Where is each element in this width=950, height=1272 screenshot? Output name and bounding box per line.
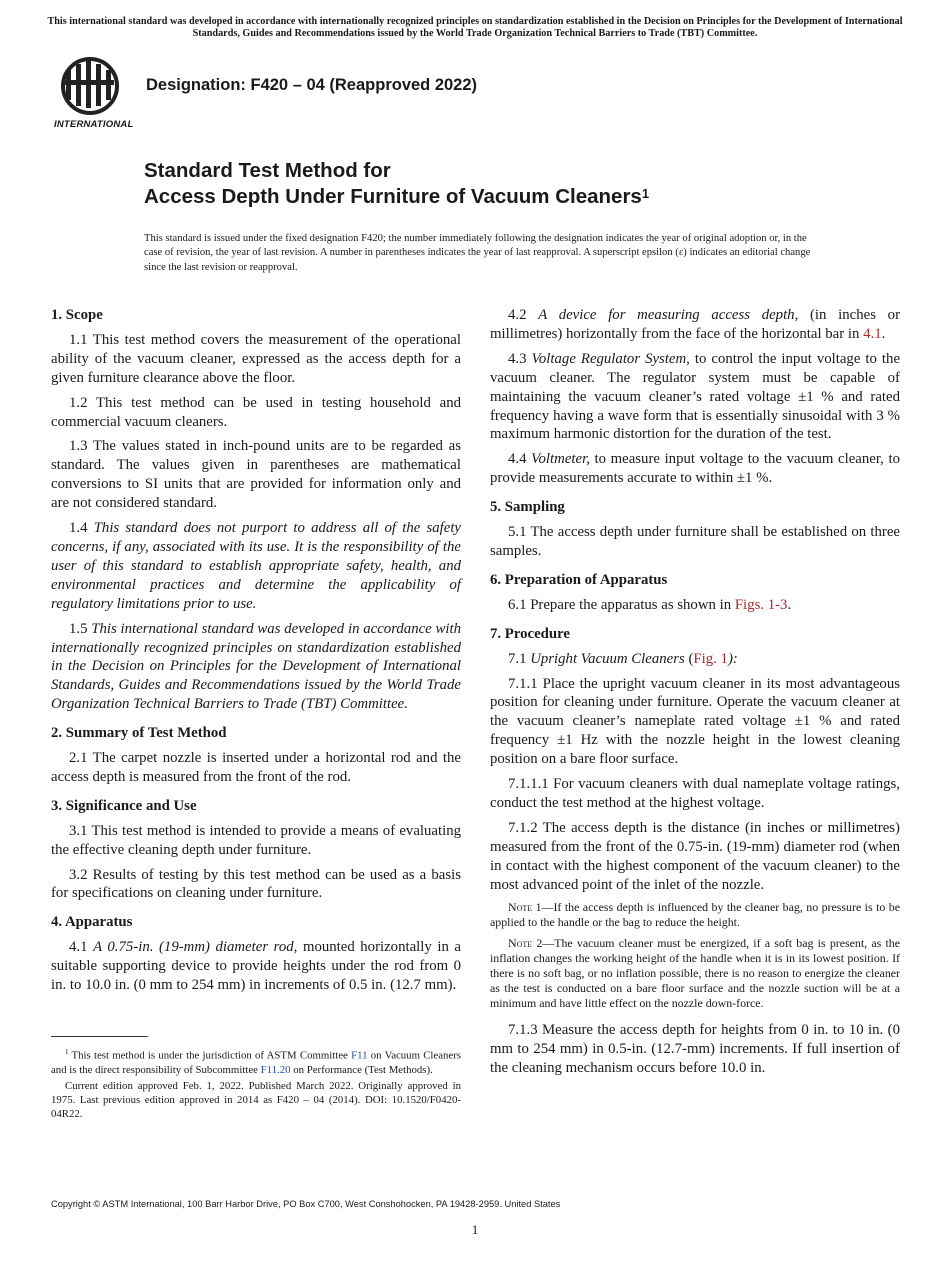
title-line-2 — [144, 184, 649, 210]
para-4-2 — [490, 306, 900, 344]
para-1-4-text: This standard does not purport to address all of the safety concerns, if any, associated with its use. It is the responsibility of the user of this standard to establish appropriate safety, health, and environmental practices and determine the applicability of regulatory limitations prior to use. — [51, 520, 461, 612]
para-7-1-close: ): — [727, 650, 738, 667]
footnote-1-text-a: This test method is under the jurisdiction of ASTM Committee — [68, 1049, 352, 1062]
para-4-4-num: 4.4 — [508, 451, 532, 468]
footnote-rule — [51, 1036, 148, 1037]
para-4-3-text: to control the input voltage to the vacuum cleaner. The regulator system must be capable of maintaining the vacuum cleaner’s rated voltage ±1 % and rated frequency having a wave form that is essentially sinusoidal with 3 % maximum harmonic distortion for the duration of the test. — [490, 350, 901, 443]
section-summary-heading: 2. Summary of Test Method — [51, 725, 227, 742]
para-7-1-ital: Upright Vacuum Cleaners — [530, 650, 685, 667]
footnote-2: Current edition approved Feb. 1, 2022. Published March 2022. Originally approved in 1975. Last previous edition approved in 2014 as F420 – 04 (2014). DOI: 10.1520/F0420-04R22. — [51, 1080, 461, 1121]
para-3-1: 3.1 This test method is intended to provide a means of evaluating the effective cleaning depth under furniture. — [51, 822, 461, 858]
astm-logo — [52, 56, 136, 132]
note-2 — [490, 936, 900, 1011]
section-scope-heading: 1. Scope — [51, 307, 103, 323]
ref-figs-1-3-link[interactable]: Figs. 1-3 — [734, 596, 788, 613]
left-column — [51, 306, 461, 1001]
section-preparation-heading: 6. Preparation of Apparatus — [490, 571, 668, 588]
para-4-4-text: to measure input voltage to the vacuum cleaner, to provide measurements accurate to within ±1 %. — [490, 451, 900, 487]
para-4-2-num: 4.2 — [508, 307, 539, 323]
designation: Designation: F420 – 04 (Reapproved 2022) — [146, 76, 478, 94]
para-1-4 — [51, 519, 461, 614]
footnotes — [51, 1045, 461, 1124]
top-notice: This international standard was developed in accordance with internationally recognized principles on standardization established in the Decision on Principles for the Development of International Standards, Guides and Recommendations issued by the World Trade Organization Technical Barriers to Trade (TBT) Committee. — [47, 16, 903, 39]
footnote-1-text-b: on Vacuum Cleaners and is the direct responsibility of Subcommittee — [51, 1049, 461, 1076]
para-1-5-text: This international standard was developed in accordance with internationally recognized principles on standardization established in the Decision on Principles for the Development of International Standards, Guides and Recommendations issued by the World Trade Organization Technical Barriers to Trade (TBT) Committee. — [51, 620, 461, 713]
para-7-1-num: 7.1 — [508, 650, 531, 667]
ref-fig-1-link[interactable]: Fig. 1 — [693, 650, 728, 667]
note-1 — [490, 900, 900, 930]
note-1-text: —If the access depth is influenced by the cleaner bag, no pressure is to be applied to the handle or the bag to reduce the height. — [490, 900, 900, 930]
section-significance-heading: 3. Significance and Use — [51, 797, 197, 814]
para-6-1 — [490, 596, 900, 615]
section-apparatus-heading: 4. Apparatus — [51, 914, 133, 931]
para-2-1: 2.1 The carpet nozzle is inserted under a horizontal rod and the access depth is measured from the front of the rod. — [51, 750, 461, 785]
para-7-1 — [490, 650, 900, 669]
para-6-1-text: 6.1 Prepare the apparatus as shown in — [508, 596, 735, 613]
para-4-2-ital: A device for measuring access depth, — [538, 307, 799, 323]
right-column — [490, 306, 900, 1084]
para-7-1-open: ( — [684, 650, 694, 667]
footnote-1-mark: 1 — [65, 1048, 69, 1056]
ref-4-1-link[interactable]: 4.1 — [863, 325, 882, 342]
footnote-1-text-c: on Performance (Test Methods). — [290, 1063, 433, 1076]
para-1-1: 1.1 This test method covers the measurement of the operational ability of the vacuum cleaner, expressed as the access depth for a given furniture clearance above the floor. — [51, 331, 461, 386]
para-7-1-1: 7.1.1 Place the upright vacuum cleaner in its most advantageous position for cleaning under furniture. Operate the vacuum cleaner at the vacuum cleaner’s nameplate rated voltage ±1 % and rated frequency ±1 Hz with the nozzle height in the lowest cleaning position on a bare floor surface. — [490, 675, 900, 768]
title-line-1: Standard Test Method for — [144, 159, 391, 182]
note-2-text: —The vacuum cleaner must be energized, if a soft bag is present, as the inflation changes the working height of the handle when it is in its lowest position. If there is no soft bag, or no inflation possible, there is no reason to energize the cleaner as the test is conducted on a bare floor surface and the nozzle suction will be at a minimum and have little effect on the nozzle down-force. — [490, 936, 901, 1011]
para-4-4-ital: Voltmeter, — [531, 451, 590, 468]
subcommittee-f11-20-link[interactable]: F11.20 — [260, 1063, 291, 1076]
para-4-1 — [51, 938, 461, 995]
section-sampling-heading: 5. Sampling — [490, 499, 565, 516]
document-title — [144, 158, 649, 210]
section-procedure-heading: 7. Procedure — [490, 625, 570, 642]
para-3-2: 3.2 Results of testing by this test method can be used as a basis for specifications on cleaning under furniture. — [51, 866, 461, 902]
note-1-label: Note 1 — [508, 900, 542, 915]
para-1-5-num: 1.5 — [69, 620, 92, 637]
title-footnote-mark[interactable]: 1 — [641, 186, 650, 201]
para-1-2: 1.2 This test method can be used in testing household and commercial vacuum cleaners. — [51, 394, 461, 430]
footnote-1 — [51, 1045, 461, 1077]
para-4-4 — [490, 450, 900, 488]
issued-statement: This standard is issued under the fixed designation F420; the number immediately following the designation indicates the year of original adoption or, in the case of revision, the year of last revision. A number in parentheses indicates the year of last reapproval. A superscript epsilon (ε) indicates an editorial change since the last revision or reapproval. — [144, 233, 811, 273]
para-4-1-num: 4.1 — [69, 939, 94, 956]
astm-logo-international: INTERNATIONAL — [54, 119, 134, 130]
para-4-3-ital: Voltage Regulator System, — [531, 350, 690, 367]
note-2-label: Note 2 — [508, 936, 543, 951]
page-number: 1 — [471, 1222, 479, 1237]
para-7-1-3: 7.1.3 Measure the access depth for heights from 0 in. to 10 in. (0 mm to 254 mm) in 0.5-in. (12.7-mm) increments. If full insertion of the cleaning mechanism occurs before 10.0 in. — [490, 1022, 900, 1077]
para-1-5 — [51, 620, 461, 715]
para-7-1-2: 7.1.2 The access depth is the distance (in inches or millimetres) measured from the front of the 0.75-in. (19-mm) diameter rod (when in contact with the highest component of the vacuum cleaner) to the most advanced point of the inlet of the nozzle. — [490, 819, 900, 893]
para-4-2-end: . — [881, 325, 886, 342]
para-6-1-end: . — [787, 596, 792, 613]
para-7-1-1-1: 7.1.1.1 For vacuum cleaners with dual nameplate voltage ratings, conduct the test method at the highest voltage. — [490, 776, 900, 811]
para-4-3-num: 4.3 — [508, 350, 532, 367]
para-4-1-text: mounted horizontally in a suitable supporting device to provide heights under the rod from 0 in. to 10.0 in. (0 mm to 254 mm) in increments of 0.5 in. (12.7 mm). — [51, 939, 461, 994]
para-1-3: 1.3 The values stated in inch-pound units are to be regarded as standard. The values given in parentheses are mathematical conversions to SI units that are provided for information only and are not considered standard. — [51, 438, 461, 512]
para-4-2-text: (in inches or millimetres) horizontally from the face of the horizontal bar in — [490, 307, 900, 342]
title-line-2-text: Access Depth Under Furniture of Vacuum Cleaners — [144, 185, 642, 208]
copyright: Copyright © ASTM International, 100 Barr Harbor Drive, PO Box C700, West Conshohocken, PA 19428-2959. United States — [51, 1199, 561, 1209]
para-1-4-num: 1.4 — [69, 520, 94, 537]
para-5-1: 5.1 The access depth under furniture shall be established on three samples. — [490, 524, 900, 559]
committee-f11-link[interactable]: F11 — [351, 1049, 368, 1062]
para-4-1-ital: A 0.75-in. (19-mm) diameter rod, — [93, 939, 298, 956]
para-4-3 — [490, 350, 900, 445]
